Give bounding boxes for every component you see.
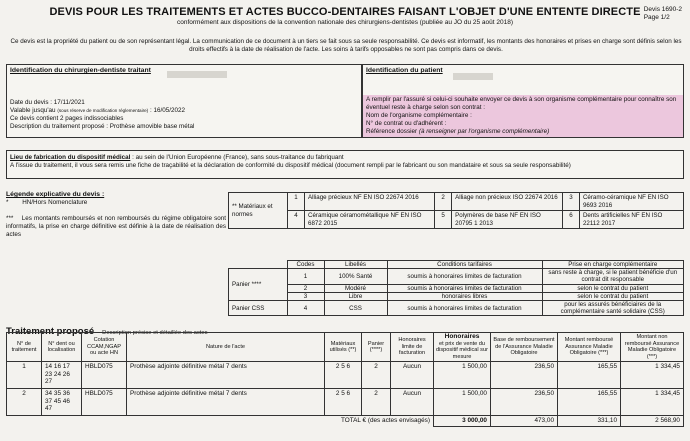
header-base: Base de remboursement de l'Assurance Maladie Obligatoire <box>491 333 558 362</box>
validity-label: Valable jusqu'au <box>10 107 56 114</box>
coverage-condition: soumis à honoraires limites de facturation <box>387 301 542 316</box>
row-teeth: 14 16 17 23 24 26 27 <box>42 362 82 389</box>
reference-label: Référence dossier <box>366 128 418 135</box>
materials-table <box>228 192 684 229</box>
row-num: 2 <box>7 389 42 416</box>
coverage-code: 1 <box>287 269 324 284</box>
legend-star: * <box>6 199 9 206</box>
row-limite: Aucun <box>391 362 434 389</box>
row-base: 236,50 <box>491 389 558 416</box>
fabrication-value: : au sein de l'Union Européenne (France), sans sous-traitance du fabriquant <box>132 154 344 161</box>
material-label: Alliage précieux NF EN ISO 22674 2016 <box>305 193 435 211</box>
legend-heading: Légende explicative du devis : <box>6 191 105 198</box>
header-materiaux: Matériaux utilisés (**) <box>325 333 362 362</box>
row-remb: 165,55 <box>558 362 621 389</box>
coverage-header-codes: Codes <box>287 261 324 269</box>
validity <box>10 107 185 115</box>
coverage-code: 3 <box>287 292 324 300</box>
fabrication-line <box>10 154 344 162</box>
coverage-prise: selon le contrat du patient <box>542 292 684 300</box>
coverage-prise: sans reste à charge, si le patient bénéficie d'un contrat dit responsable <box>542 269 684 284</box>
row-nature: Prothèse adjointe définitive métal 7 dents <box>127 362 325 389</box>
panier-label: Panier **** <box>229 269 288 301</box>
header-honoraires-label: Honoraires <box>444 333 480 340</box>
row-honoraires: 1 500,00 <box>434 362 491 389</box>
treatment-table <box>6 332 684 427</box>
redacted-patient-name <box>453 73 493 80</box>
reference-note: (à renseigner par l'organisme complémentaire) <box>418 128 550 135</box>
coverage-condition: honoraires libres <box>387 292 542 300</box>
coverage-code: 4 <box>287 301 324 316</box>
row-nature: Prothèse adjointe définitive métal 7 dents <box>127 389 325 416</box>
page-number: Page 1/2 <box>643 14 670 21</box>
fabrication-note: A l'issue du traitement, il vous sera remis une fiche de traçabilité et la déclaration de conformité du dispositif médical (document rempli par le fabricant ou son mandataire et sous sa seule responsabilité) <box>10 162 571 169</box>
coverage-header-prise: Prise en charge complémentaire <box>542 261 684 269</box>
total-honoraires: 3 000,00 <box>434 416 491 426</box>
dentist-identification-box <box>6 64 362 138</box>
legend-note <box>6 215 226 239</box>
coverage-label: CSS <box>324 301 387 316</box>
treatment-subtitle: - Description précise et détaillée des actes <box>98 330 208 336</box>
coverage-row <box>229 301 684 316</box>
legend-hn-label: HN/Hors Nomenclature <box>22 199 88 206</box>
patient-heading: Identification du patient <box>366 67 443 74</box>
coverage-condition: soumis à honoraires limites de facturation <box>387 269 542 284</box>
row-cotation: HBLD075 <box>82 362 127 389</box>
material-label: Alliage non précieux ISO 22674 2016 <box>452 193 563 211</box>
total-row <box>7 416 684 426</box>
row-non-remb: 1 334,45 <box>621 389 684 416</box>
row-remb: 165,55 <box>558 389 621 416</box>
coverage-empty-cell <box>229 261 288 269</box>
material-label: Polymères de base NF EN ISO 20795 1 2013 <box>452 211 563 229</box>
row-limite: Aucun <box>391 389 434 416</box>
row-materiaux: 2 5 6 <box>325 362 362 389</box>
row-honoraires: 1 500,00 <box>434 389 491 416</box>
header-remb: Montant remboursé Assurance Maladie Obligatoire (***) <box>558 333 621 362</box>
legend-note-text: Les montants remboursés et non remboursés du régime obligatoire sont informatifs, la prise en charge définitive est définie à la date de réalisation des actes <box>6 215 227 238</box>
materials-row-1 <box>229 193 684 211</box>
contract-number-field[interactable]: N° de contrat ou d'adhérent : <box>366 120 447 127</box>
treatment-description: Description du traitement proposé : Prothèse amovible base métal <box>10 123 195 130</box>
material-code: 2 <box>435 193 452 211</box>
validity-note: (sous réserve de modification réglementaire) <box>57 108 149 113</box>
materials-label: ** Matériaux et normes <box>229 193 288 229</box>
coverage-label: Modéré <box>324 284 387 292</box>
coverage-label: 100% Santé <box>324 269 387 284</box>
row-cotation: HBLD075 <box>82 389 127 416</box>
material-code: 1 <box>288 193 305 211</box>
table-row <box>7 389 684 416</box>
row-panier: 2 <box>362 389 391 416</box>
dentist-heading: Identification du chirurgien-dentiste traitant <box>10 67 151 74</box>
treatment-title: Traitement proposé <box>6 326 95 337</box>
document-reference <box>644 6 682 22</box>
coverage-condition: soumis à honoraires limites de facturation <box>387 284 542 292</box>
row-base: 236,50 <box>491 362 558 389</box>
organism-name-field[interactable]: Nom de l'organisme complémentaire : <box>366 112 472 119</box>
patient-identification-box <box>362 64 684 138</box>
header-limite: Honoraires limite de facturation <box>391 333 434 362</box>
validity-date: : 16/05/2022 <box>149 107 185 114</box>
header-non-remb: Montant non remboursé Assurance Maladie Obligatoire (***) <box>621 333 684 362</box>
treatment-header <box>7 333 684 362</box>
coverage-header-labels: Libellés <box>324 261 387 269</box>
coverage-code: 2 <box>287 284 324 292</box>
coverage-prise: selon le contrat du patient <box>542 284 684 292</box>
material-code: 6 <box>562 211 579 229</box>
total-label: TOTAL € (des actes envisagés) <box>7 416 434 426</box>
coverage-label: Libre <box>324 292 387 300</box>
redacted-dentist-name <box>167 71 227 78</box>
coverage-row <box>229 284 684 292</box>
legend-stars: *** <box>6 215 14 222</box>
row-teeth: 34 35 36 37 45 46 47 <box>42 389 82 416</box>
table-row <box>7 362 684 389</box>
material-label: Dents artificielles NF EN ISO 22112 2017 <box>579 211 683 229</box>
panier-css-label: Panier CSS <box>229 301 288 316</box>
total-base: 473,00 <box>491 416 558 426</box>
fabrication-box <box>6 150 684 179</box>
material-code: 4 <box>288 211 305 229</box>
legend-item-hn <box>6 199 226 207</box>
quote-date: Date du devis : 17/11/2021 <box>10 99 85 106</box>
pages-count: Ce devis contient 2 pages indissociables <box>10 115 124 122</box>
coverage-row <box>229 269 684 284</box>
total-non-remb: 2 568,90 <box>621 416 684 426</box>
document-subtitle: conformément aux dispositions de la convention nationale des chirurgiens-dentistes (publiée au JO du 25 août 2018) <box>176 19 514 26</box>
header-honoraires-sub: et prix de vente du dispositif médical sur mesure <box>436 340 488 360</box>
fabrication-label: Lieu de fabrication du dispositif médical <box>10 154 131 161</box>
material-code: 5 <box>435 211 452 229</box>
coverage-header <box>229 261 684 269</box>
row-panier: 2 <box>362 362 391 389</box>
reference-field[interactable] <box>366 128 549 136</box>
intro-text: Ce devis est la propriété du patient ou de son représentant légal. La communication de ce document à un tiers se fait sous sa seule responsabilité. Ce devis est informatif, les montants des honoraires et prises en charge sont définis selon les droits effectifs à la date de réalisation de l'acte. Les soins à tarifs opposables ne sont pas compris dans ce devis. <box>10 38 682 53</box>
row-non-remb: 1 334,45 <box>621 362 684 389</box>
document-code: Devis 1690-2 <box>643 6 682 13</box>
material-label: Céramo-céramique NF EN ISO 9693 2016 <box>579 193 683 211</box>
total-remb: 331,10 <box>558 416 621 426</box>
patient-instruction: A remplir par l'assuré si celui-ci souhaite envoyer ce devis à son organisme complémentaire pour connaître son éventuel reste à charge selon son contrat : <box>366 96 677 111</box>
header-nature: Nature de l'acte <box>127 333 325 362</box>
header-cotation: Cotation CCAM,NGAP ou acte HN <box>82 333 127 362</box>
material-label: Céramique céramométallique NF EN ISO 6872 2015 <box>305 211 435 229</box>
coverage-row <box>229 292 684 300</box>
material-code: 3 <box>562 193 579 211</box>
materials-row-2 <box>229 211 684 229</box>
legend <box>6 191 226 271</box>
header-honoraires <box>434 333 491 362</box>
coverage-header-conditions: Conditions tarifaires <box>387 261 542 269</box>
complementary-organism-section <box>363 95 683 137</box>
header-num: N° de traitement <box>7 333 42 362</box>
coverage-prise: pour les assurés bénéficiaires de la complémentaire santé solidaire (CSS) <box>542 301 684 316</box>
row-num: 1 <box>7 362 42 389</box>
coverage-table <box>228 260 684 316</box>
document-title: DEVIS POUR LES TRAITEMENTS ET ACTES BUCCO-DENTAIRES FAISANT L'OBJET D'UNE ENTENTE DIRECTE <box>49 6 641 18</box>
header-teeth: N° dent ou localisation <box>42 333 82 362</box>
row-materiaux: 2 5 6 <box>325 389 362 416</box>
header-panier: Panier (****) <box>362 333 391 362</box>
